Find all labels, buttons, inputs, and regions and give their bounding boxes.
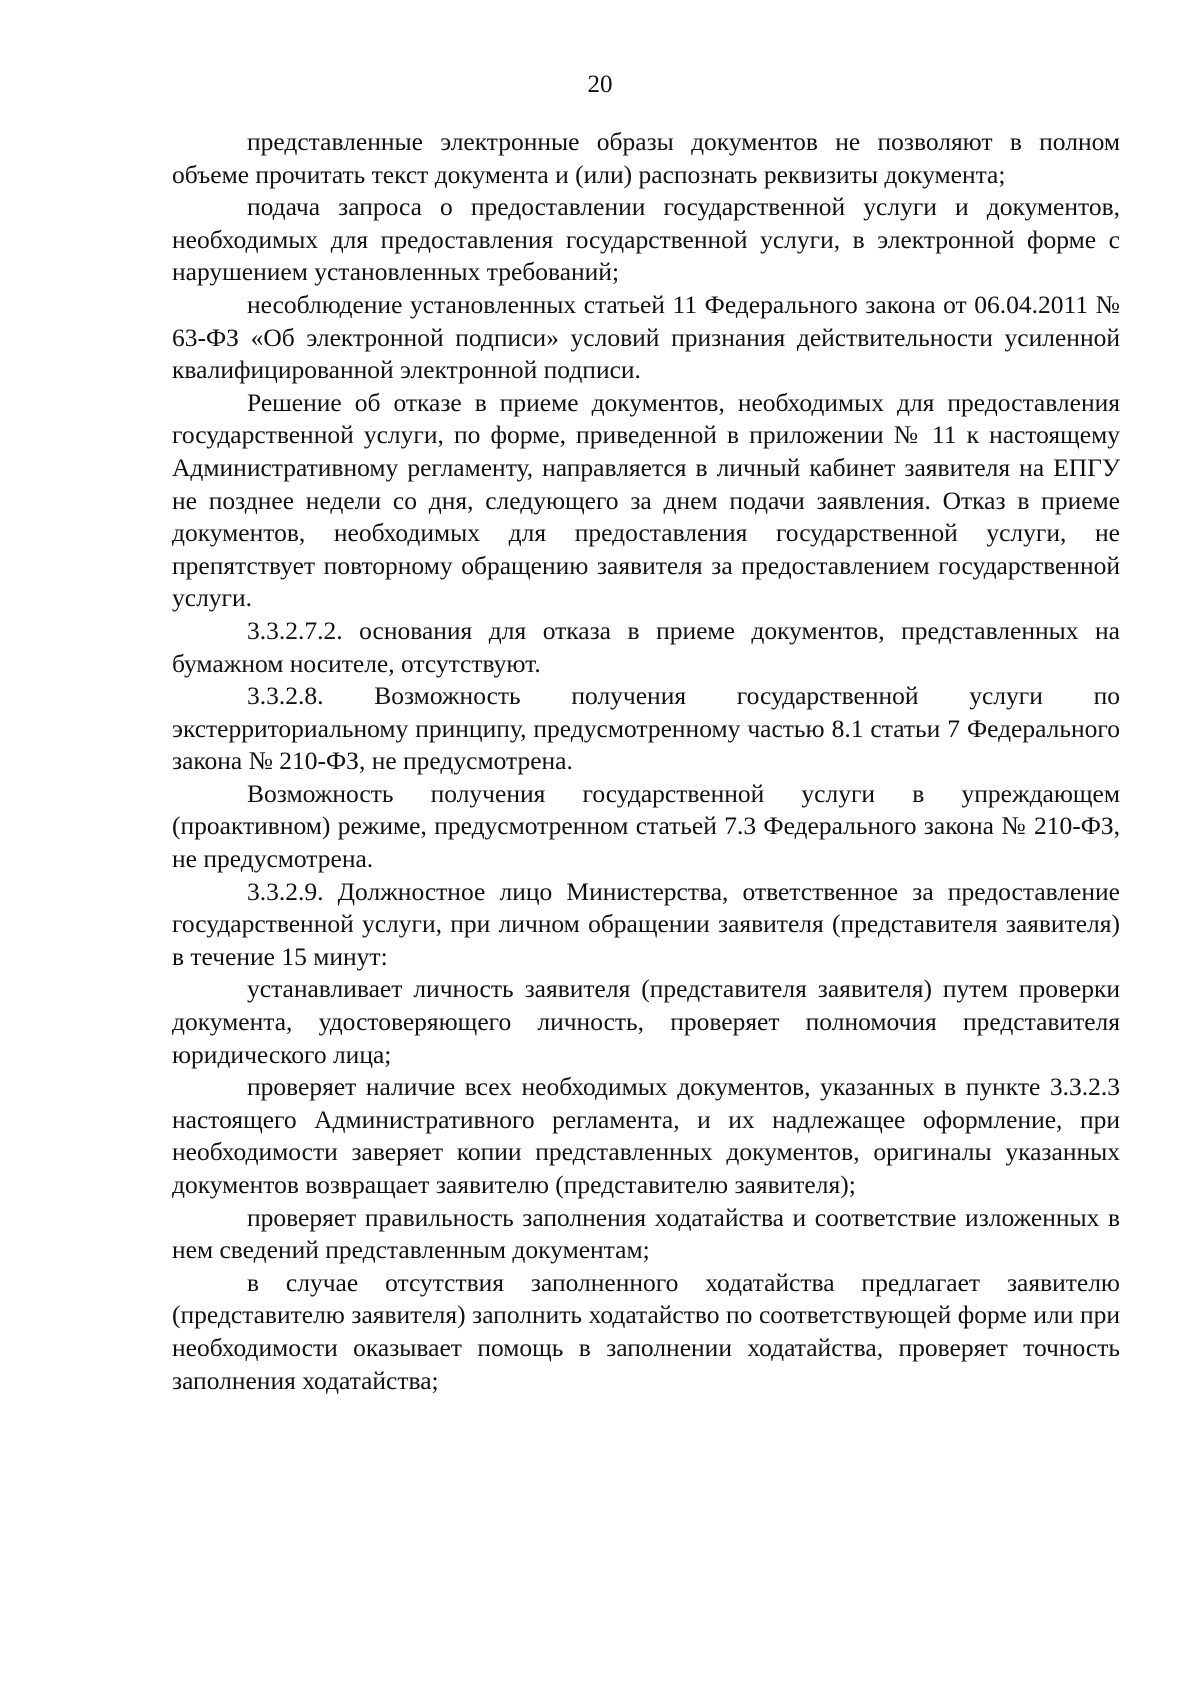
paragraph-9: устанавливает личность заявителя (представителя заявителя) путем проверки документа, удостоверяющего личность, проверяет полномочия представителя юридического лица; [172,974,1120,1069]
paragraph-11: проверяет правильность заполнения ходатайства и соответствие изложенных в нем сведений представленным документам; [172,1202,1120,1265]
paragraph-3: несоблюдение установленных статьей 11 Федерального закона от 06.04.2011 № 63-ФЗ «Об электронной подписи» условий признания действительности усиленной квалифицированной электронной подписи. [172,289,1120,385]
paragraph-5: 3.3.2.7.2. основания для отказа в приеме документов, представленных на бумажном носителе, отсутствуют. [172,615,1120,678]
paragraph-12: в случае отсутствия заполненного ходатайства предлагает заявителю (представителю заявителя) заполнить ходатайство по соответствующей форме или при необходимости оказывает помощь в заполнении ходатайства, проверяет точность заполнения ходатайства; [172,1267,1120,1395]
page-body [172,126,1120,1397]
paragraph-1: представленные электронные образы документов не позволяют в полном объеме прочитать текст документа и (или) распознать реквизиты документа; [172,127,1120,189]
paragraph-8: 3.3.2.9. Должностное лицо Министерства, ответственное за предоставление государственной услуги, при личном обращении заявителя (представителя заявителя) в течение 15 минут: [172,876,1120,971]
paragraph-7: Возможность получения государственной услуги в упреждающем (проактивном) режиме, предусмотренном статьей 7.3 Федерального закона № 210-ФЗ, не предусмотрена. [172,778,1120,874]
paragraph-4: Решение об отказе в приеме документов, необходимых для предоставления государственной услуги, по форме, приведенной в приложении № 11 к настоящему Административному регламенту, направляется в личный кабинет заявителя на ЕПГУ не позднее недели со дня, следующего за днем подачи заявления. Отказ в приеме документов, необходимых для предоставления государственной услуги, не препятствует повторному обращению заявителя за предоставлением государственной услуги. [172,387,1120,613]
paragraph-10: проверяет наличие всех необходимых документов, указанных в пункте 3.3.2.3 настоящего Административного регламента, и их надлежащее оформление, при необходимости заверяет копии представленных документов, оригиналы указанных документов возвращает заявителю (представителю заявителя); [172,1072,1120,1199]
paragraph-6: 3.3.2.8. Возможность получения государственной услуги по экстерриториальному принципу, предусмотренному частью 8.1 статьи 7 Федерального закона № 210-ФЗ, не предусмотрена. [172,681,1120,776]
paragraph-2: подача запроса о предоставлении государственной услуги и документов, необходимых для предоставления государственной услуги, в электронной форме с нарушением установленных требований; [172,192,1120,287]
page-number: 20 [587,71,613,98]
